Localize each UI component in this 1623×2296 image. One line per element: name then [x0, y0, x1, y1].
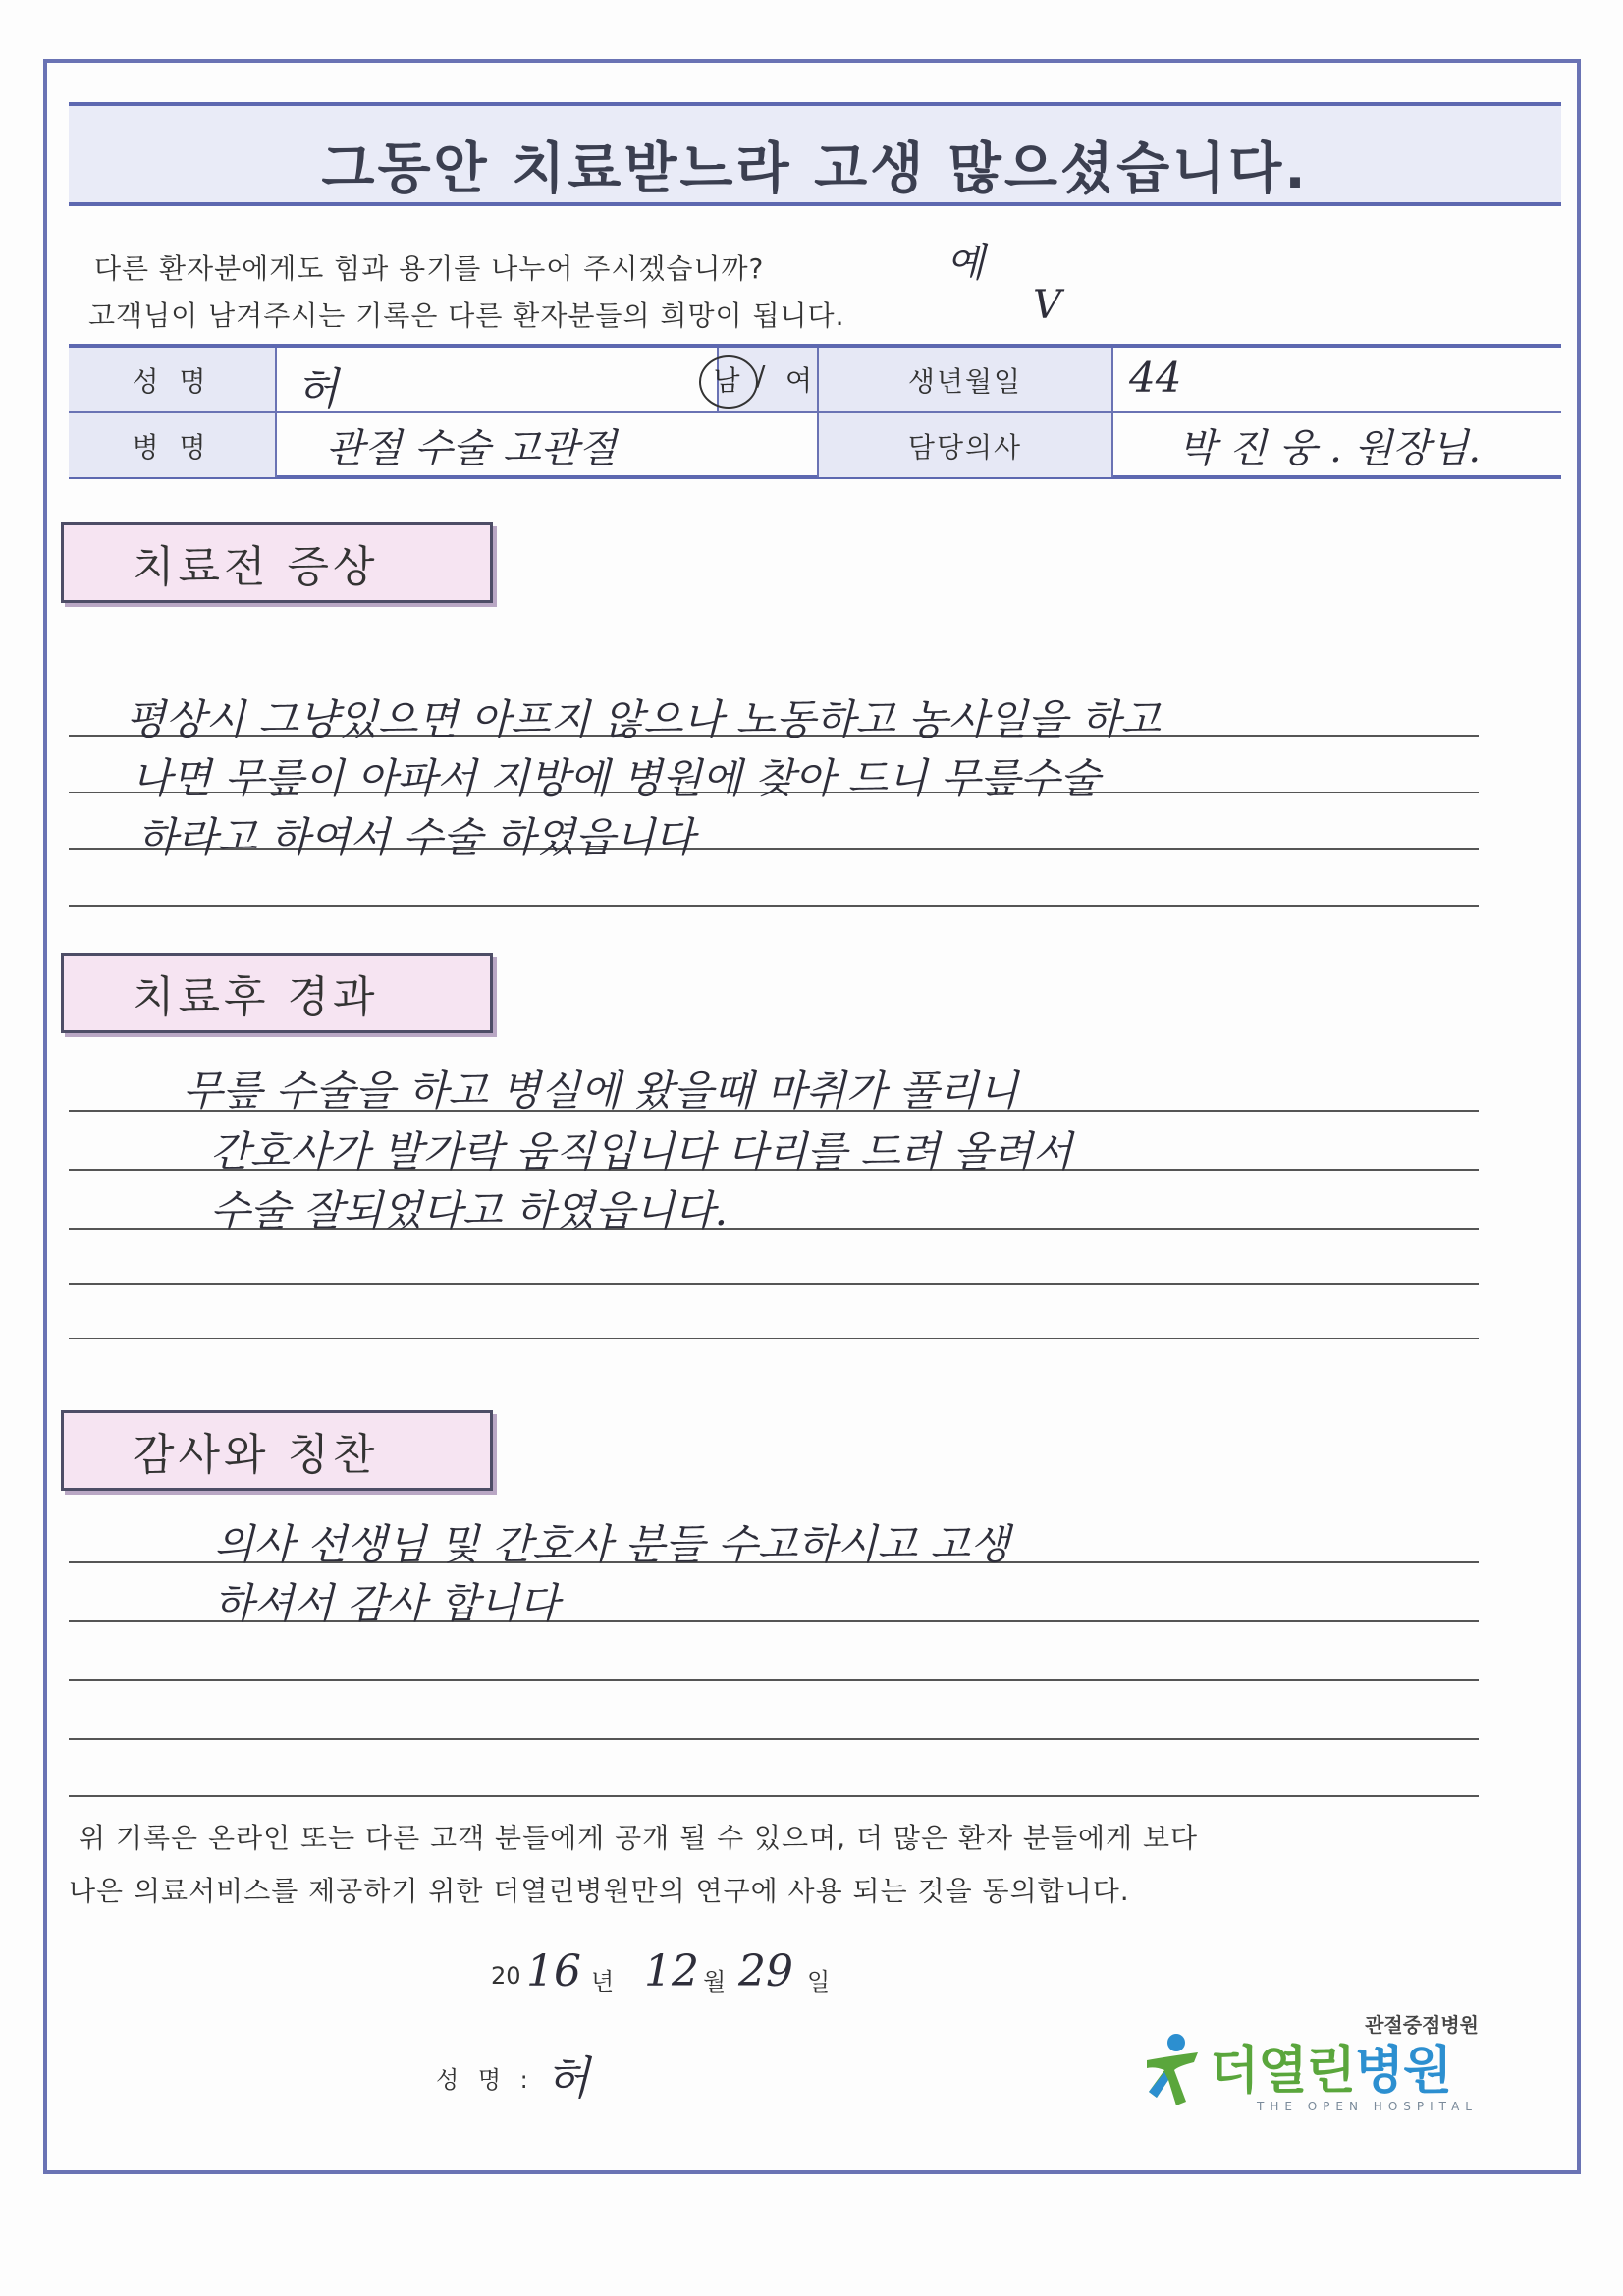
year-value[interactable]: 16 — [526, 1946, 581, 1996]
hope-notice-text: 고객님이 남겨주시는 기록은 다른 환자분들의 희망이 됩니다. — [88, 300, 845, 332]
consent-notice-line-2: 나은 의료서비스를 제공하기 위한 더열린병원만의 연구에 사용 되는 것을 동의합니다. — [69, 1875, 1130, 1907]
after-line-1[interactable]: 무릎 수술을 하고 병실에 왔을때 마취가 풀리니 — [183, 1066, 1018, 1115]
after-line-3[interactable]: 수술 잘되었다고 하였읍니다. — [210, 1186, 728, 1234]
doctor-value[interactable]: 박 진 웅 . 원장님. — [1178, 426, 1482, 471]
logo-english: THE OPEN HOSPITAL — [1257, 2100, 1478, 2113]
day-label: 일 — [807, 1968, 831, 1995]
share-answer[interactable]: 예 — [947, 241, 985, 286]
birth-label: 생년월일 — [819, 348, 1111, 411]
logo-name-part2: 병원 — [1354, 2042, 1452, 2101]
hope-checkmark[interactable]: V — [1033, 283, 1061, 328]
month-value[interactable]: 12 — [644, 1946, 699, 1996]
section-label-thanks: 감사와 칭찬 — [61, 1410, 493, 1491]
hospital-logo — [1139, 2009, 1479, 2117]
info-row-disease — [69, 413, 1561, 477]
patient-info-table — [69, 344, 1561, 479]
year-label: 년 — [591, 1968, 615, 1995]
male-option[interactable]: 남 — [713, 364, 740, 397]
title-banner — [69, 102, 1561, 206]
signature-value[interactable]: 허 — [546, 2051, 590, 2105]
consent-notice-line-1: 위 기록은 온라인 또는 다른 고객 분들에게 공개 될 수 있으며, 더 많은 환자 분들에게 보다 — [79, 1822, 1199, 1854]
day-value[interactable]: 29 — [738, 1946, 793, 1996]
birth-value[interactable]: 44 — [1129, 354, 1182, 402]
before-line-3[interactable]: 하라고 하여서 수술 하였읍니다 — [137, 813, 695, 861]
doctor-label: 담당의사 — [819, 413, 1111, 477]
year-century: 20 — [491, 1962, 521, 1990]
logo-name — [1210, 2029, 1451, 2103]
before-line-2[interactable]: 나면 무릎이 아파서 지방에 병원에 찾아 드니 무릎수술 — [132, 754, 1101, 802]
after-line-2[interactable]: 간호사가 발가락 움직입니다 다리를 드려 올려서 — [210, 1127, 1073, 1175]
share-question — [94, 247, 764, 287]
logo-name-part1: 더열린 — [1210, 2042, 1355, 2101]
logo-tagline: 관절중점병원 — [1365, 2013, 1479, 2037]
section-label-after-treatment: 치료후 경과 — [61, 953, 493, 1033]
female-option[interactable]: 여 — [785, 364, 813, 397]
figure-icon — [1139, 2031, 1208, 2109]
page-title: 그동안 치료받느라 고생 많으셨습니다. — [321, 137, 1309, 201]
share-question-text: 다른 환자분에게도 힘과 용기를 나누어 주시겠습니까? — [94, 252, 765, 285]
disease-label: 병 명 — [69, 413, 275, 477]
disease-value[interactable]: 관절 수술 고관절 — [326, 426, 617, 471]
thanks-line-2[interactable]: 하셔서 감사 합니다 — [214, 1579, 560, 1627]
name-value[interactable]: 허 — [297, 364, 339, 414]
info-row-name: 성 명 허 남 / 여 생년월일 44 — [69, 348, 1561, 413]
month-label: 월 — [703, 1968, 727, 1995]
section-label-before-treatment: 치료전 증상 — [61, 522, 493, 603]
before-line-1[interactable]: 평상시 그냥있으면 아프지 않으나 노동하고 농사일을 하고 — [126, 695, 1161, 743]
signature-label: 성 명 : — [436, 2066, 534, 2094]
hope-notice — [88, 295, 845, 334]
name-label: 성 명 — [69, 348, 275, 411]
thanks-line-1[interactable]: 의사 선생님 및 간호사 분들 수고하시고 고생 — [214, 1520, 1010, 1568]
